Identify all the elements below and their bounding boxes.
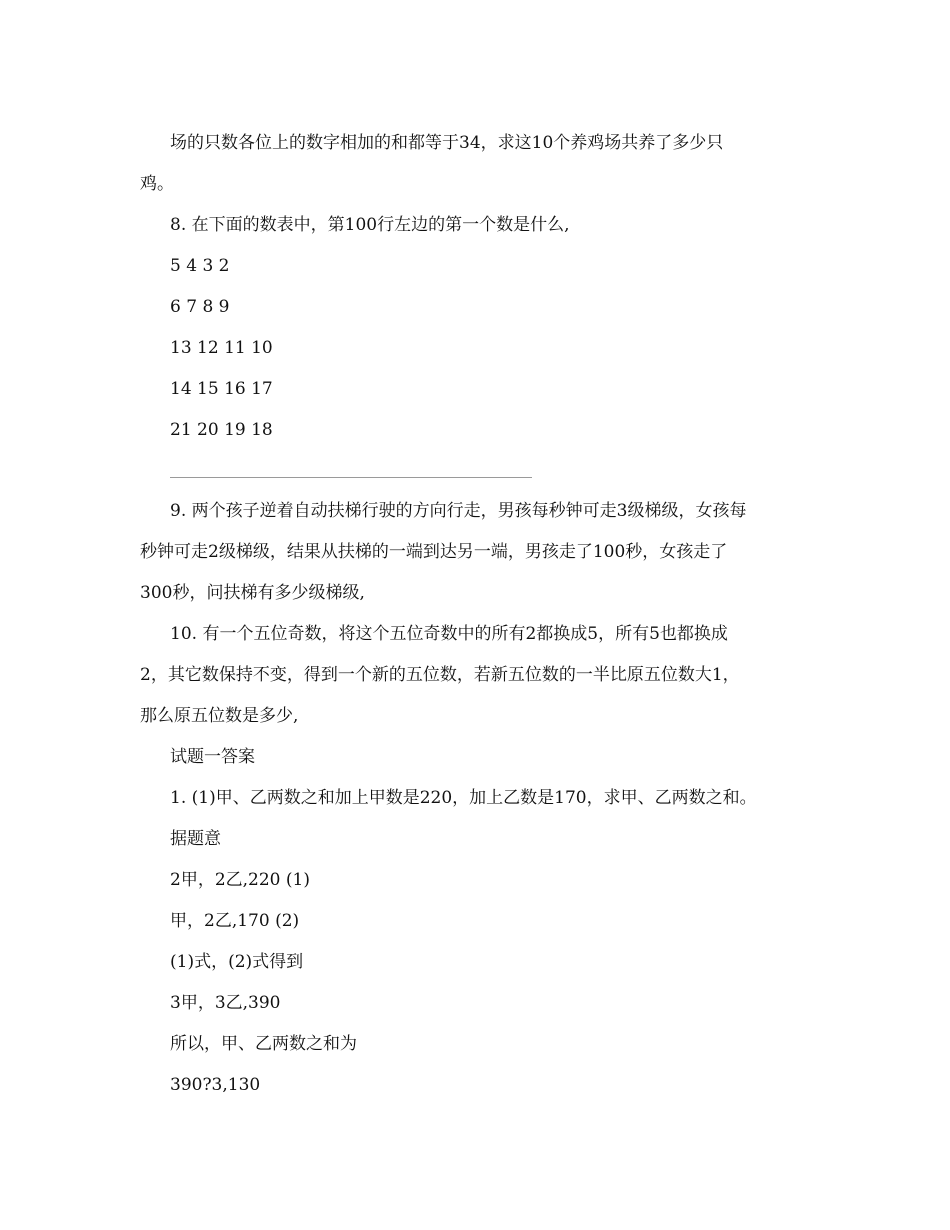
separator-rule	[170, 477, 532, 478]
number-table-row-5: 21 20 19 18	[170, 420, 273, 440]
answer-1-result: 390?3,130	[170, 1075, 261, 1095]
problem-9-text-line-1: 9. 两个孩子逆着自动扶梯行驶的方向行走，男孩每秒钟可走3级梯级，女孩每	[170, 501, 747, 521]
problem-7-text-line-1: 场的只数各位上的数字相加的和都等于34，求这10个养鸡场共养了多少只	[170, 133, 724, 153]
number-table-row-1: 5 4 3 2	[170, 256, 230, 276]
answer-1-step-1: 据题意	[170, 829, 221, 849]
answer-1-equation-3: 3甲，3乙,390	[170, 993, 281, 1013]
problem-10-text-line-3: 那么原五位数是多少,	[140, 706, 299, 726]
number-table-row-4: 14 15 16 17	[170, 379, 273, 399]
problem-8-title: 8. 在下面的数表中，第100行左边的第一个数是什么,	[170, 215, 570, 235]
answer-1-equation-2: 甲，2乙,170 (2)	[170, 911, 300, 931]
number-table-row-3: 13 12 11 10	[170, 338, 273, 358]
problem-10-text-line-1: 10. 有一个五位奇数，将这个五位奇数中的所有2都换成5，所有5也都换成	[170, 624, 728, 644]
answer-1-equation-1: 2甲，2乙,220 (1)	[170, 870, 310, 890]
answer-1-step-3: 所以，甲、乙两数之和为	[170, 1034, 357, 1054]
number-table-row-2: 6 7 8 9	[170, 297, 230, 317]
answer-section-title: 试题一答案	[170, 747, 255, 767]
problem-10-text-line-2: 2，其它数保持不变，得到一个新的五位数，若新五位数的一半比原五位数大1，	[140, 665, 740, 685]
problem-9-text-line-2: 秒钟可走2级梯级，结果从扶梯的一端到达另一端，男孩走了100秒，女孩走了	[140, 542, 728, 562]
answer-1-question: 1. (1)甲、乙两数之和加上甲数是220，加上乙数是170，求甲、乙两数之和。	[170, 788, 757, 808]
answer-1-step-2: (1)式，(2)式得到	[170, 952, 304, 972]
problem-9-text-line-3: 300秒，问扶梯有多少级梯级,	[140, 583, 365, 603]
problem-7-text-line-2: 鸡。	[140, 174, 174, 194]
